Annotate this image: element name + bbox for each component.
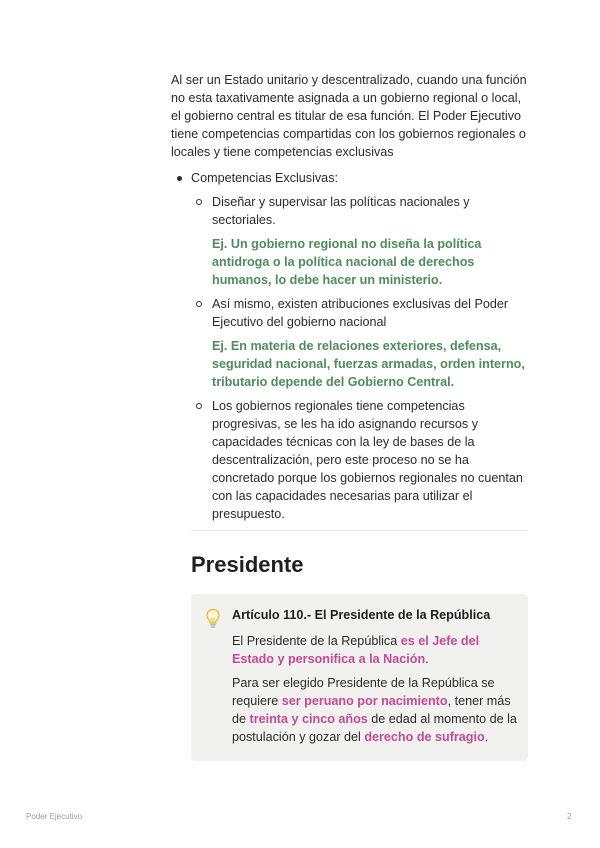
callout-box	[191, 594, 528, 761]
callout-paragraph	[232, 632, 520, 668]
text-span: , tener más de	[232, 694, 511, 726]
example-text: Ej. En materia de relaciones exteriores, defensa, seguridad nacional, fuerzas armadas, orden interno, tributario depende del Gobierno Central.	[212, 339, 525, 389]
list-item-text: Diseñar y supervisar las políticas nacionales y sectoriales.	[212, 195, 470, 227]
text-span: de edad al momento de la postulación y gozar del	[232, 712, 517, 744]
callout-title: Artículo 110.- El Presidente de la República	[232, 608, 491, 622]
example-text: Ej. Un gobierno regional no diseña la política antidroga o la política nacional de derechos humanos, lo debe hacer un ministerio.	[212, 237, 482, 287]
page-number: 2	[567, 812, 572, 821]
list-item-text: Así mismo, existen atribuciones exclusivas del Poder Ejecutivo del gobierno nacional	[212, 297, 509, 329]
highlight-text: derecho de sufragio	[364, 730, 485, 744]
divider	[191, 530, 528, 531]
text-span: .	[484, 730, 489, 744]
list-label: Competencias Exclusivas:	[191, 171, 338, 185]
callout-paragraph	[232, 674, 520, 746]
list-item	[191, 295, 530, 391]
text-span: El Presidente de la República	[232, 634, 401, 648]
competencias-list	[176, 169, 530, 529]
lightbulb-icon	[205, 608, 221, 630]
footer-title: Poder Ejecutivo	[26, 812, 83, 821]
list-item	[191, 193, 530, 289]
callout-body	[232, 606, 520, 752]
text-span: Para ser elegido Presidente de la República se requiere	[232, 676, 495, 708]
text-span: .	[425, 652, 429, 666]
list-item	[176, 169, 530, 523]
highlight-text: treinta y cinco años	[249, 712, 368, 726]
list-item-text: Los gobiernos regionales tiene competencias progresivas, se les ha ido asignando recursos y capacidades técnicas con la ley de bases de la descentralización, pero este proceso no se ha concretado porque los gobiernos regionales no cuentan con las capacidades necesarias para utilizar el presupuesto.	[212, 399, 523, 521]
highlight-text: ser peruano por nacimiento	[281, 694, 448, 708]
list-item	[191, 397, 530, 523]
intro-paragraph: Al ser un Estado unitario y descentralizado, cuando una función no esta taxativamente asignada a un gobierno regional o local, el gobierno central es titular de esa función. El Poder Ejecutivo tiene competencias compartidas con los gobiernos regionales o locales y tiene competencias exclusivas	[171, 73, 527, 159]
sub-list	[191, 193, 530, 523]
highlight-text: es el Jefe del Estado y personifica a la Nación	[232, 634, 480, 666]
section-title: Presidente	[191, 552, 304, 577]
